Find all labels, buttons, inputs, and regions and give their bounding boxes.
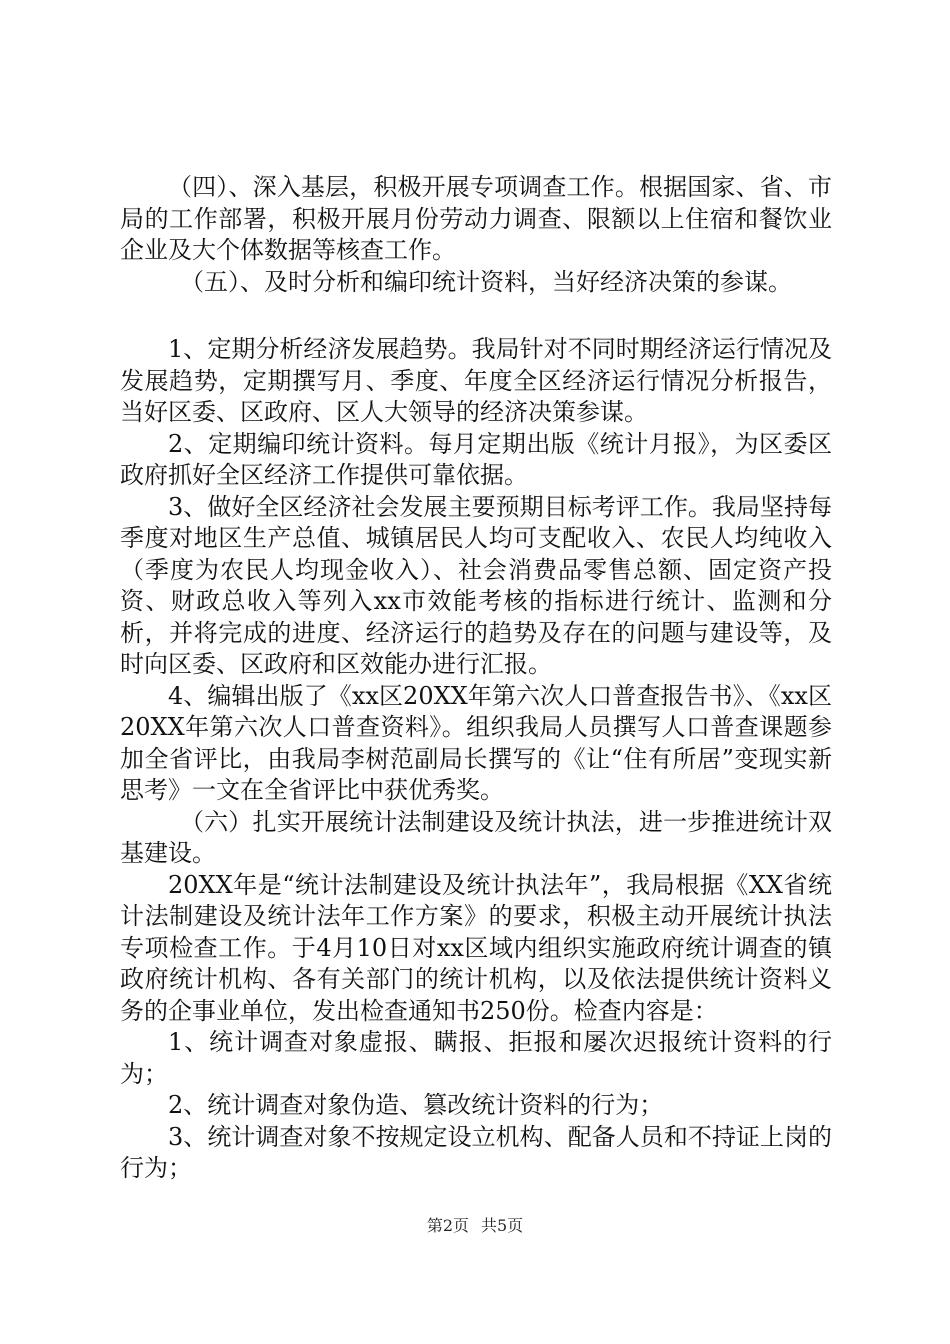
paragraph-section-4: （四）、深入基层，积极开展专项调查工作。根据国家、省、市局的工作部署，积极开展月份劳动力调查、限额以上住宿和餐饮业企业及大个体数据等核查工作。	[120, 173, 832, 264]
page-total: 共5页	[481, 1216, 524, 1235]
paragraph-item-4: 4、编辑出版了《xx区20XX年第六次人口普查报告书》、《xx区20XX年第六次人口普查资料》。组织我局人员撰写人口普查课题参加全省评比，由我局李树范副局长撰写的《让“住有所居”变现实新思考》一文在全省评比中获优秀奖。	[120, 681, 832, 804]
paragraph-section-6-heading: （六）扎实开展统计法制建设及统计执法，进一步推进统计双基建设。	[120, 807, 832, 867]
paragraph-check-item-3: 3、统计调查对象不按规定设立机构、配备人员和不持证上岗的行为；	[120, 1122, 832, 1182]
paragraph-law-year: 20XX年是“统计法制建设及统计执法年”，我局根据《XX省统计法制建设及统计法年工作方案》的要求，积极主动开展统计执法专项检查工作。于4月10日对xx区域内组织实施政府统计调查的镇政府统计机构、各有关部门的统计机构，以及依法提供统计资料义务的企事业单位，发出检查通知书250份。检查内容是：	[120, 870, 832, 1025]
paragraph-item-2: 2、定期编印统计资料。每月定期出版《统计月报》，为区委区政府抓好全区经济工作提供可靠依据。	[120, 429, 832, 489]
paragraph-check-item-2: 2、统计调查对象伪造、篡改统计资料的行为；	[168, 1091, 664, 1119]
document-body	[120, 172, 832, 1185]
page-number: 第2页	[426, 1216, 469, 1235]
paragraph-item-3: 3、做好全区经济社会发展主要预期目标考评工作。我局坚持每季度对地区生产总值、城镇居民人均可支配收入、农民人均纯收入（季度为农民人均现金收入）、社会消费品零售总额、固定资产投资、财政总收入等列入xx市效能考核的指标进行统计、监测和分析，并将完成的进度、经济运行的趋势及存在的问题与建设等，及时向区委、区政府和区效能办进行汇报。	[120, 492, 832, 678]
paragraph-item-1: 1、定期分析经济发展趋势。我局针对不同时期经济运行情况及发展趋势，定期撰写月、季度、年度全区经济运行情况分析报告，当好区委、区政府、区人大领导的经济决策参谋。	[120, 335, 832, 426]
page-footer	[0, 1216, 950, 1236]
paragraph-section-5-heading: （五）、及时分析和编印统计资料，当好经济决策的参谋。	[180, 267, 792, 296]
paragraph-check-item-1: 1、统计调查对象虚报、瞒报、拒报和屡次迟报统计资料的行为；	[120, 1028, 832, 1088]
